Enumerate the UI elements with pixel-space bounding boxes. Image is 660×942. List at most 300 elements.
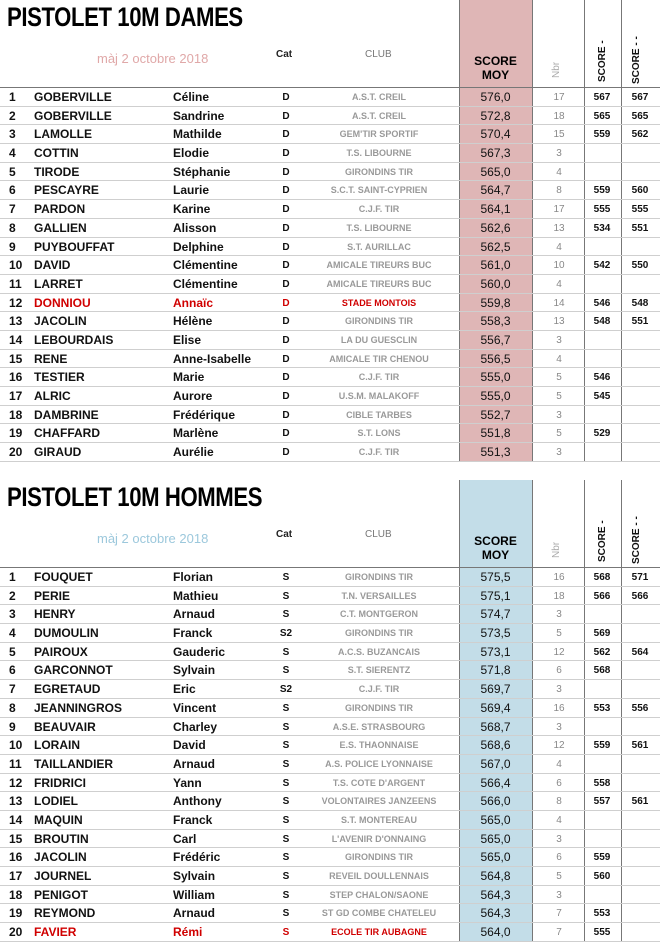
row-nbr: 13 [553,222,565,234]
row-last-name: PARDON [34,202,86,217]
row-first-name: Frédérique [173,407,236,422]
row-nbr: 17 [553,204,565,216]
update-date: màj 2 octobre 2018 [97,531,209,546]
row-nbr: 10 [553,260,565,272]
row-nbr: 3 [556,889,562,901]
row-category: D [282,222,290,234]
row-first-name: Marlène [173,426,219,441]
row-club: REVEIL DOULLENNAIS [329,871,429,881]
row-rank: 14 [9,332,23,347]
row-club: A.S.T. CREIL [351,92,406,102]
row-last-name: JACOLIN [34,850,87,865]
header-nbr: Nbr [551,61,562,78]
row-rank: 2 [9,588,16,603]
dames-section [0,0,660,462]
row-club: STEP CHALON/SAONE [329,889,429,900]
row-score-moy: 573,5 [480,626,511,641]
row-category: D [282,92,290,103]
row-last-name: LODIEL [34,794,78,809]
header-nbr: Nbr [551,541,562,558]
row-rank: 7 [9,682,16,697]
row-last-name: ALRIC [34,389,71,403]
row-rank: 2 [9,108,16,123]
section-title: PISTOLET 10M HOMMES [7,482,263,512]
row-category: D [282,241,290,253]
row-last-name: PUYBOUFFAT [34,239,115,254]
row-score-1: 534 [593,222,611,234]
row-score-moy: 564,8 [480,869,511,883]
table-row [0,181,660,200]
row-nbr: 12 [553,740,565,752]
row-rank: 17 [9,869,23,883]
row-club: S.T. SIERENTZ [347,665,411,676]
row-score-2: 571 [631,572,649,583]
table-row [0,923,660,942]
row-first-name: Elodie [173,146,210,161]
row-rank: 16 [9,850,23,865]
row-score-1: 560 [593,871,611,882]
row-category: D [282,204,290,216]
table-row [0,125,660,144]
row-category: D [282,260,290,272]
row-club: A.S.T. CREIL [351,110,406,121]
row-nbr: 3 [556,684,562,696]
row-last-name: PESCAYRE [34,183,99,198]
row-last-name: DONNIOU [34,295,91,310]
row-last-name: LEBOURDAIS [34,332,114,347]
row-first-name: Arnaud [173,906,215,921]
row-first-name: David [173,738,206,753]
row-rank: 1 [9,90,16,104]
row-last-name: GARCONNOT [34,663,113,678]
row-rank: 6 [9,663,16,678]
row-score-moy: 574,7 [480,607,511,622]
row-first-name: William [173,887,215,902]
table-row [0,107,660,126]
row-category: D [282,316,290,328]
row-score-moy: 568,6 [480,738,511,753]
row-nbr: 7 [556,927,562,939]
row-nbr: 3 [556,447,562,459]
row-last-name: BROUTIN [34,831,89,846]
row-score-moy: 551,3 [480,445,511,460]
row-score-1: 555 [593,927,611,939]
table-row [0,331,660,350]
row-last-name: JACOLIN [34,314,87,329]
hommes-section [0,480,660,942]
table-row [0,661,660,680]
row-club: C.J.F. TIR [358,684,400,695]
row-score-moy: 565,0 [480,812,511,827]
row-last-name: EGRETAUD [34,682,101,697]
row-rank: 12 [9,295,23,310]
row-score-2: 551 [631,222,649,234]
row-club: A.C.S. BUZANCAIS [337,646,420,657]
row-rank: 7 [9,202,16,217]
row-first-name: Yann [173,775,202,790]
row-rank: 15 [9,831,23,846]
row-score-moy: 572,8 [480,108,511,123]
row-rank: 18 [9,407,23,422]
row-score-moy: 562,6 [480,220,511,235]
row-first-name: Aurore [173,389,213,403]
row-score-moy: 560,0 [480,276,511,291]
row-category: D [282,129,290,141]
table-row [0,904,660,923]
row-last-name: BEAUVAIR [34,719,96,734]
row-score-1: 566 [593,590,611,602]
row-category: S [282,609,290,621]
row-nbr: 5 [556,372,562,384]
row-nbr: 4 [556,166,562,178]
hommes-table [0,568,660,942]
row-nbr: 8 [556,185,562,197]
row-score-2: 562 [631,129,649,141]
row-score-moy: 564,1 [480,202,511,217]
row-score-moy: 576,0 [480,90,511,104]
row-club: ECOLE TIR AUBAGNE [331,927,427,938]
row-score-2: 566 [631,590,649,602]
row-rank: 12 [9,775,23,790]
row-first-name: Arnaud [173,607,215,622]
row-nbr: 12 [553,646,565,658]
table-row [0,848,660,867]
row-nbr: 3 [556,334,562,346]
row-last-name: PERIE [34,588,71,603]
row-score-1: 546 [593,297,611,309]
row-category: S [282,646,290,658]
row-category: D [282,372,290,384]
row-last-name: JOURNEL [34,869,92,883]
table-row [0,443,660,462]
row-category: D [282,148,290,160]
row-club: T.S. LIBOURNE [346,148,412,159]
row-last-name: GALLIEN [34,220,87,235]
row-rank: 3 [9,127,16,142]
row-score-2: 550 [631,260,649,272]
row-rank: 4 [9,146,16,161]
row-club: C.J.F. TIR [358,447,400,458]
header-score-1: SCORE - [597,40,608,82]
row-club: A.S.E. STRASBOURG [332,721,426,732]
row-category: D [282,297,290,309]
row-club: VOLONTAIRES JANZEENS [321,796,437,807]
table-row [0,200,660,219]
row-score-2: 551 [631,316,649,328]
row-first-name: Anthony [173,794,222,809]
row-category: S [282,590,290,602]
row-score-2: 561 [631,796,649,808]
row-club: U.S.M. MALAKOFF [338,391,420,401]
row-score-moy: 562,5 [480,239,511,254]
row-rank: 5 [9,644,16,659]
row-score-moy: 575,1 [480,588,511,603]
row-first-name: Anne-Isabelle [173,351,252,366]
row-rank: 11 [9,276,22,291]
row-category: D [282,353,290,365]
row-first-name: Eric [173,682,196,697]
row-rank: 17 [9,389,23,403]
row-club: C.J.F. TIR [358,372,400,383]
row-club: GIRONDINS TIR [344,628,413,639]
row-first-name: Rémi [173,925,203,940]
row-first-name: Céline [173,90,210,104]
row-first-name: Laurie [173,183,210,198]
row-category: S [282,852,290,864]
row-nbr: 18 [553,590,565,602]
row-club: S.T. MONTEREAU [340,814,417,825]
row-club: GIRONDINS TIR [344,572,413,582]
row-club: S.T. LONS [357,428,401,439]
row-score-1: 545 [593,391,611,402]
row-category: S2 [279,684,293,696]
row-club: A.S. POLICE LYONNAISE [325,758,433,769]
row-category: D [282,391,290,402]
row-score-1: 559 [593,129,611,141]
row-score-1: 559 [593,852,611,864]
table-row [0,144,660,163]
row-score-moy: 556,5 [480,351,511,366]
table-row [0,350,660,369]
row-score-1: 565 [593,110,611,122]
header-score-moy: SCORE MOY [474,54,517,82]
row-rank: 8 [9,220,16,235]
row-first-name: Mathilde [173,127,222,142]
row-last-name: TESTIER [34,370,85,385]
table-row [0,163,660,182]
row-score-1: 568 [593,572,611,583]
row-score-1: 555 [593,204,611,216]
row-score-moy: 568,7 [480,719,511,734]
row-nbr: 3 [556,833,562,845]
row-rank: 18 [9,887,23,902]
row-category: D [282,447,290,459]
row-score-moy: 567,3 [480,146,511,161]
row-club: AMICALE TIR CHENOU [329,353,429,364]
row-nbr: 4 [556,278,562,290]
row-score-1: 567 [593,92,611,103]
table-row [0,774,660,793]
table-row [0,219,660,238]
table-row [0,275,660,294]
table-row [0,424,660,443]
row-first-name: Marie [173,370,205,385]
row-rank: 13 [9,794,23,809]
row-category: S [282,871,290,882]
row-club: GIRONDINS TIR [344,316,413,327]
row-nbr: 15 [553,129,565,141]
row-first-name: Clémentine [173,276,238,291]
row-nbr: 18 [553,110,565,122]
row-last-name: CHAFFARD [34,426,100,441]
row-rank: 20 [9,925,23,940]
row-club: C.T. MONTGERON [340,609,418,620]
row-category: S2 [279,628,293,640]
table-row [0,238,660,257]
row-score-moy: 567,0 [480,756,511,771]
row-first-name: Clémentine [173,258,238,273]
row-last-name: TIRODE [34,164,80,179]
header-score-moy: SCORE MOY [474,534,517,562]
row-category: S [282,927,290,939]
row-club: STADE MONTOIS [341,297,417,308]
row-first-name: Annaïc [173,295,214,310]
row-score-moy: 565,0 [480,164,511,179]
row-rank: 9 [9,719,16,734]
row-score-2: 548 [631,297,649,309]
row-nbr: 3 [556,609,562,621]
row-nbr: 8 [556,796,562,808]
row-first-name: Delphine [173,239,224,254]
table-row [0,256,660,275]
row-nbr: 5 [556,391,562,402]
row-last-name: FOUQUET [34,570,93,584]
row-nbr: 17 [553,92,565,103]
row-category: S [282,740,290,752]
row-score-moy: 570,4 [480,127,511,142]
row-rank: 4 [9,626,16,641]
row-score-1: 548 [593,316,611,328]
row-first-name: Elise [173,332,202,347]
row-score-1: 559 [593,185,611,197]
row-last-name: COTTIN [34,146,79,161]
row-first-name: Mathieu [173,588,219,603]
row-first-name: Alisson [173,220,217,235]
header-score-1: SCORE - [597,520,608,562]
row-last-name: MAQUIN [34,812,83,827]
row-score-moy: 559,8 [480,295,511,310]
table-row [0,699,660,718]
row-score-moy: 569,4 [480,700,511,715]
table-row [0,88,660,107]
row-score-2: 555 [631,204,649,216]
row-score-2: 565 [631,110,649,122]
row-nbr: 7 [556,908,562,920]
row-club: ST GD COMBE CHATELEU [321,908,437,919]
row-score-moy: 558,3 [480,314,511,329]
row-category: S [282,572,290,583]
row-category: S [282,833,290,845]
row-score-1: 568 [593,665,611,677]
row-score-1: 542 [593,260,611,272]
header-score-2: SCORE - - [631,516,642,564]
row-nbr: 3 [556,148,562,160]
row-nbr: 4 [556,758,562,770]
table-row [0,830,660,849]
row-score-moy: 561,0 [480,258,511,273]
row-score-2: 564 [631,646,649,658]
row-score-1: 553 [593,908,611,920]
row-club: AMICALE TIREURS BUC [326,278,432,289]
row-club: GIRONDINS TIR [344,852,413,863]
row-nbr: 5 [556,628,562,640]
row-first-name: Hélène [173,314,213,329]
table-row [0,736,660,755]
table-row [0,406,660,425]
table-row [0,755,660,774]
row-last-name: PENIGOT [34,887,89,902]
row-last-name: DUMOULIN [34,626,99,641]
row-rank: 19 [9,426,23,441]
row-score-1: 546 [593,372,611,384]
row-first-name: Frédéric [173,850,221,865]
row-nbr: 4 [556,814,562,826]
row-score-1: 559 [593,740,611,752]
table-row [0,792,660,811]
table-row [0,680,660,699]
row-score-1: 553 [593,702,611,714]
row-last-name: PAIROUX [34,644,88,659]
row-first-name: Franck [173,626,213,641]
row-first-name: Aurélie [173,445,214,460]
row-category: D [282,278,290,290]
table-row [0,718,660,737]
row-club: CIBLE TARBES [346,409,412,420]
table-row [0,624,660,643]
row-last-name: RENE [34,351,68,366]
row-score-moy: 565,0 [480,831,511,846]
row-nbr: 3 [556,409,562,421]
row-nbr: 4 [556,241,562,253]
row-first-name: Gauderic [173,644,226,659]
row-first-name: Sylvain [173,869,216,883]
row-score-moy: 564,3 [480,887,511,902]
row-score-moy: 564,3 [480,906,511,921]
row-club: GIRONDINS TIR [344,166,413,177]
row-club: L'AVENIR D'ONNAING [331,833,427,844]
row-last-name: FRIDRICI [34,775,86,790]
row-category: S [282,796,290,808]
row-last-name: LORAIN [34,738,80,753]
row-nbr: 6 [556,777,562,789]
row-rank: 14 [9,812,23,827]
row-category: S [282,814,290,826]
table-row [0,587,660,606]
row-first-name: Karine [173,202,211,217]
row-nbr: 6 [556,852,562,864]
row-score-2: 567 [631,92,649,103]
row-club: C.J.F. TIR [358,204,400,215]
table-row [0,643,660,662]
row-score-moy: 564,0 [480,925,511,940]
row-club: T.N. VERSAILLES [341,590,417,601]
row-rank: 5 [9,164,16,179]
row-category: S [282,758,290,770]
row-category: S [282,889,290,901]
row-category: S [282,702,290,714]
row-rank: 20 [9,445,23,460]
row-category: S [282,908,290,920]
row-score-moy: 566,0 [480,794,511,809]
row-score-1: 569 [593,628,611,640]
row-score-moy: 573,1 [480,644,511,659]
row-score-1: 558 [593,777,611,789]
row-club: LA DU GUESCLIN [340,334,418,345]
row-nbr: 16 [553,572,565,583]
row-nbr: 3 [556,721,562,733]
row-last-name: GOBERVILLE [34,108,112,123]
table-row [0,886,660,905]
row-score-1: 529 [593,428,611,440]
row-score-moy: 555,0 [480,389,511,403]
row-score-2: 560 [631,185,649,197]
row-score-moy: 571,8 [480,663,511,678]
row-rank: 13 [9,314,23,329]
row-club: GEM'TIR SPORTIF [339,129,419,140]
row-score-1: 557 [593,796,611,808]
row-nbr: 16 [553,702,565,714]
row-last-name: HENRY [34,607,76,622]
